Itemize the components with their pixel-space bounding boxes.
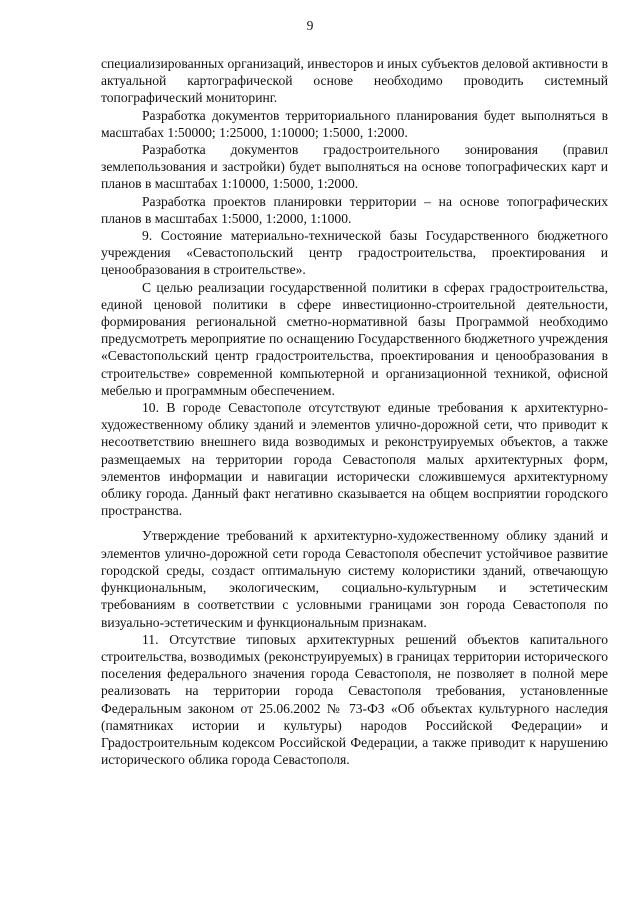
document-body [101, 55, 608, 768]
page-number: 9 [306, 18, 314, 33]
paragraph: Разработка документов территориального планирования будет выполняться в масштабах 1:50000; 1:25000, 1:10000; 1:5000, 1:2000. [101, 107, 608, 140]
paragraph: Разработка проектов планировки территории – на основе топографических планов в масштабах 1:5000, 1:2000, 1:1000. [101, 193, 608, 226]
paragraph: 11. Отсутствие типовых архитектурных решений объектов капитального строительства, возводимых (реконструируемых) в границах территории исторического поселения федерального значения города Севастополя, не позволяет в полной мере реализовать на территории города Севастополя требования, установленные Федеральным законом от 25.06.2002 № 73-ФЗ «Об объектах культурного наследия (памятниках истории и культуры) народов Российской Федерации» и Градостроительным кодексом Российской Федерации, а также приводит к нарушению исторического облика города Севастополя. [101, 631, 608, 768]
paragraph: специализированных организаций, инвесторов и иных субъектов деловой активности в актуальной картографической основе необходимо проводить системный топографический мониторинг. [101, 56, 608, 106]
paragraph: 10. В городе Севастополе отсутствуют единые требования к архитектурно-художественному облику зданий и элементов улично-дорожной сети, что приводит к несоответствию внешнего вида возводимых и реконструируемых объектов, а также размещаемых на территории города Севастополя малых архитектурных форм, элементов информации и навигации исторически сложившемуся архитектурному облику города. Данный факт негативно сказывается на общем восприятии городского пространства. [101, 400, 608, 519]
paragraph: С целью реализации государственной политики в сферах градостроительства, единой ценовой политики в сфере инвестиционно-строительной деятельности, формирования региональной сметно-нормативной базы Программой необходимо предусмотреть мероприятие по оснащению Государственного бюджетного учреждения «Севастопольский центр градостроительства, проектирования и ценообразования в строительстве» современной компьютерной и организационной техникой, офисной мебелью и программным обеспечением. [101, 279, 608, 398]
paragraph: Утверждение требований к архитектурно-художественному облику зданий и элементов улично-дорожной сети города Севастополя обеспечит устойчивое развитие городской среды, создаст оптимальную систему колористики зданий, отвечающую функциональным, экологическим, социально-культурным и эстетическим требованиям в соответствии с условными границами зон города Севастополя по визуально-эстетическим и функциональным признакам. [101, 528, 608, 630]
paragraph: Разработка документов градостроительного зонирования (правил землепользования и застройки) будет выполняться на основе топографических карт и планов в масштабах 1:10000, 1:5000, 1:2000. [101, 142, 608, 192]
paragraph: 9. Состояние материально-технической базы Государственного бюджетного учреждения «Севастопольский центр градостроительства, проектирования и ценообразования в строительстве». [101, 228, 608, 278]
